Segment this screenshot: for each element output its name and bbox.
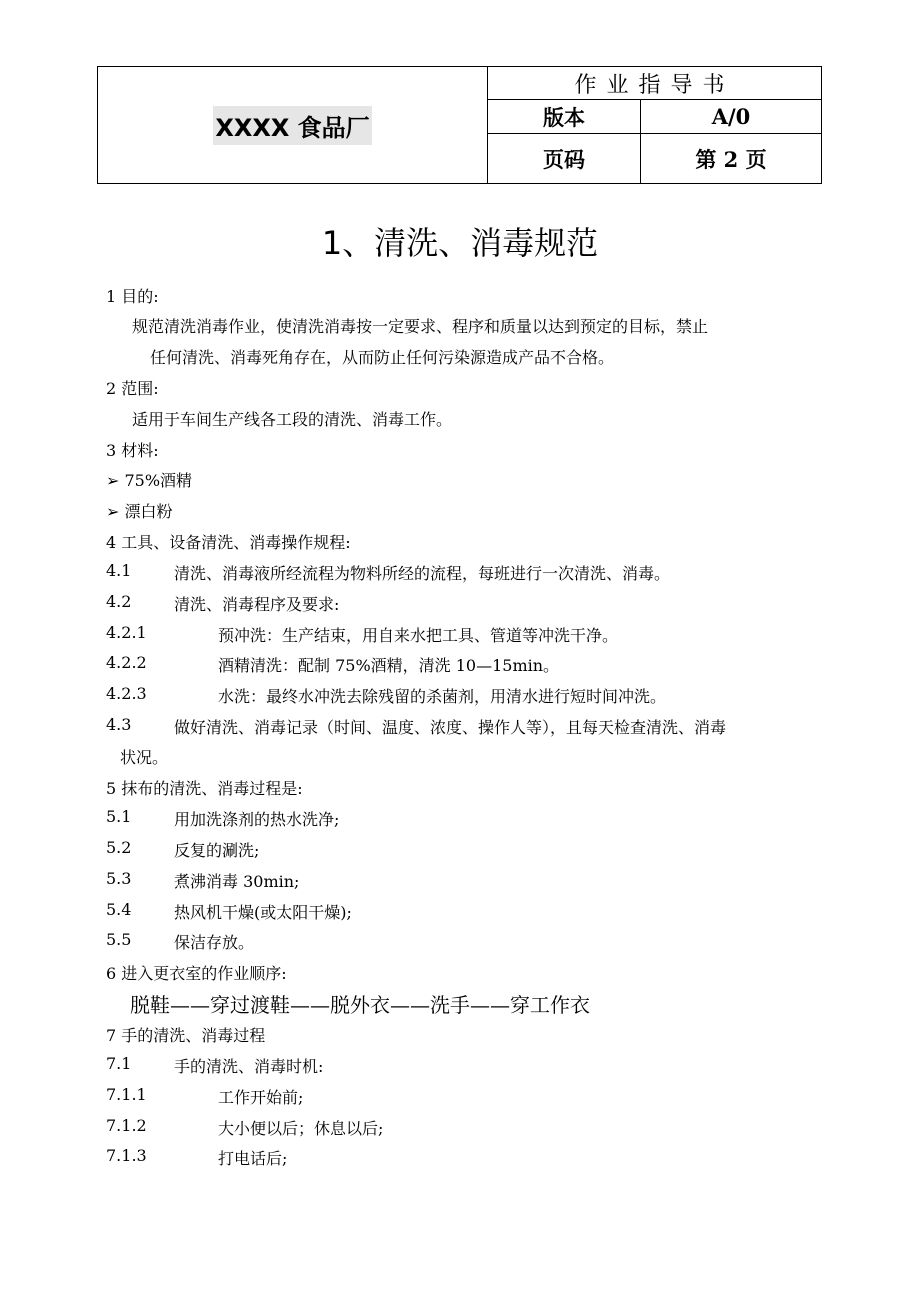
item-number: 5.2 bbox=[106, 838, 132, 857]
section-heading: 4 工具、设备清洗、消毒操作规程: bbox=[106, 533, 351, 552]
item-text: 清洗、消毒液所经流程为物料所经的流程，每班进行一次清洗、消毒。 bbox=[174, 564, 671, 583]
paragraph-line: 状况。 bbox=[120, 748, 169, 767]
item-number: 4.2.2 bbox=[106, 653, 147, 672]
section-heading: 1 目的: bbox=[106, 287, 159, 306]
page-title: 1、清洗、消毒规范 bbox=[321, 224, 599, 262]
item-text: 用加洗涤剂的热水洗净; bbox=[174, 810, 340, 829]
section-heading: 7 手的清洗、消毒过程 bbox=[106, 1026, 266, 1045]
item-number: 4.2.1 bbox=[106, 623, 147, 642]
section-heading: 3 材料: bbox=[106, 441, 159, 460]
header-right bbox=[488, 67, 821, 183]
item-number: 5.1 bbox=[106, 807, 132, 826]
company-name: XXXX 食品厂 bbox=[213, 106, 371, 145]
section-heading: 5 抹布的清洗、消毒过程是: bbox=[106, 779, 303, 798]
item-text: 保洁存放。 bbox=[174, 933, 255, 952]
item-number: 4.2.3 bbox=[106, 684, 147, 703]
item-text: 预冲洗：生产结束，用自来水把工具、管道等冲洗干净。 bbox=[218, 626, 619, 645]
section-heading: 6 进入更衣室的作业顺序: bbox=[106, 964, 287, 983]
bullet-item: ➢ 75%酒精 bbox=[106, 471, 193, 490]
item-number: 7.1.3 bbox=[106, 1146, 147, 1165]
paragraph-line: 规范清洗消毒作业，使清洗消毒按一定要求、程序和质量以达到预定的目标，禁止 bbox=[132, 317, 709, 336]
page-label: 页码 bbox=[488, 134, 641, 183]
page-value: 第 2 页 bbox=[695, 146, 767, 172]
paragraph-line: 适用于车间生产线各工段的清洗、消毒工作。 bbox=[132, 410, 453, 429]
header-table bbox=[97, 66, 822, 184]
item-text: 清洗、消毒程序及要求: bbox=[174, 595, 340, 614]
item-number: 5.4 bbox=[106, 900, 132, 919]
paragraph-line: 任何清洗、消毒死角存在，从而防止任何污染源造成产品不合格。 bbox=[150, 348, 615, 367]
item-number: 4.3 bbox=[106, 715, 132, 734]
item-text: 热风机干燥(或太阳干燥); bbox=[174, 903, 352, 922]
item-text: 打电话后; bbox=[218, 1149, 288, 1168]
item-text: 酒精清洗：配制 75%酒精，清洗 10—15min。 bbox=[218, 656, 560, 675]
item-text: 水洗：最终水冲洗去除残留的杀菌剂，用清水进行短时间冲洗。 bbox=[218, 687, 667, 706]
item-text: 煮沸消毒 30min; bbox=[174, 872, 300, 891]
item-text: 做好清洗、消毒记录（时间、温度、浓度、操作人等），且每天检查清洗、消毒 bbox=[174, 718, 727, 737]
item-text: 工作开始前; bbox=[218, 1088, 304, 1107]
item-number: 5.3 bbox=[106, 869, 132, 888]
item-number: 4.1 bbox=[106, 561, 132, 580]
item-number: 7.1.1 bbox=[106, 1085, 147, 1104]
item-number: 7.1 bbox=[106, 1054, 132, 1073]
doc-type: 作业指导书 bbox=[488, 67, 821, 100]
bullet-item: ➢ 漂白粉 bbox=[106, 502, 173, 521]
item-number: 4.2 bbox=[106, 592, 132, 611]
item-number: 7.1.2 bbox=[106, 1116, 147, 1135]
version-label: 版本 bbox=[488, 100, 641, 133]
version-value: A/0 bbox=[711, 104, 751, 129]
item-text: 大小便以后；休息以后; bbox=[218, 1119, 384, 1138]
item-text: 反复的涮洗; bbox=[174, 841, 260, 860]
item-text: 手的清洗、消毒时机: bbox=[174, 1057, 324, 1076]
item-number: 5.5 bbox=[106, 930, 132, 949]
company-cell bbox=[98, 67, 488, 183]
section-heading: 2 范围: bbox=[106, 379, 159, 398]
sequence-line: 脱鞋——穿过渡鞋——脱外衣——洗手——穿工作衣 bbox=[130, 993, 590, 1017]
page-row bbox=[488, 134, 821, 183]
version-row bbox=[488, 100, 821, 134]
